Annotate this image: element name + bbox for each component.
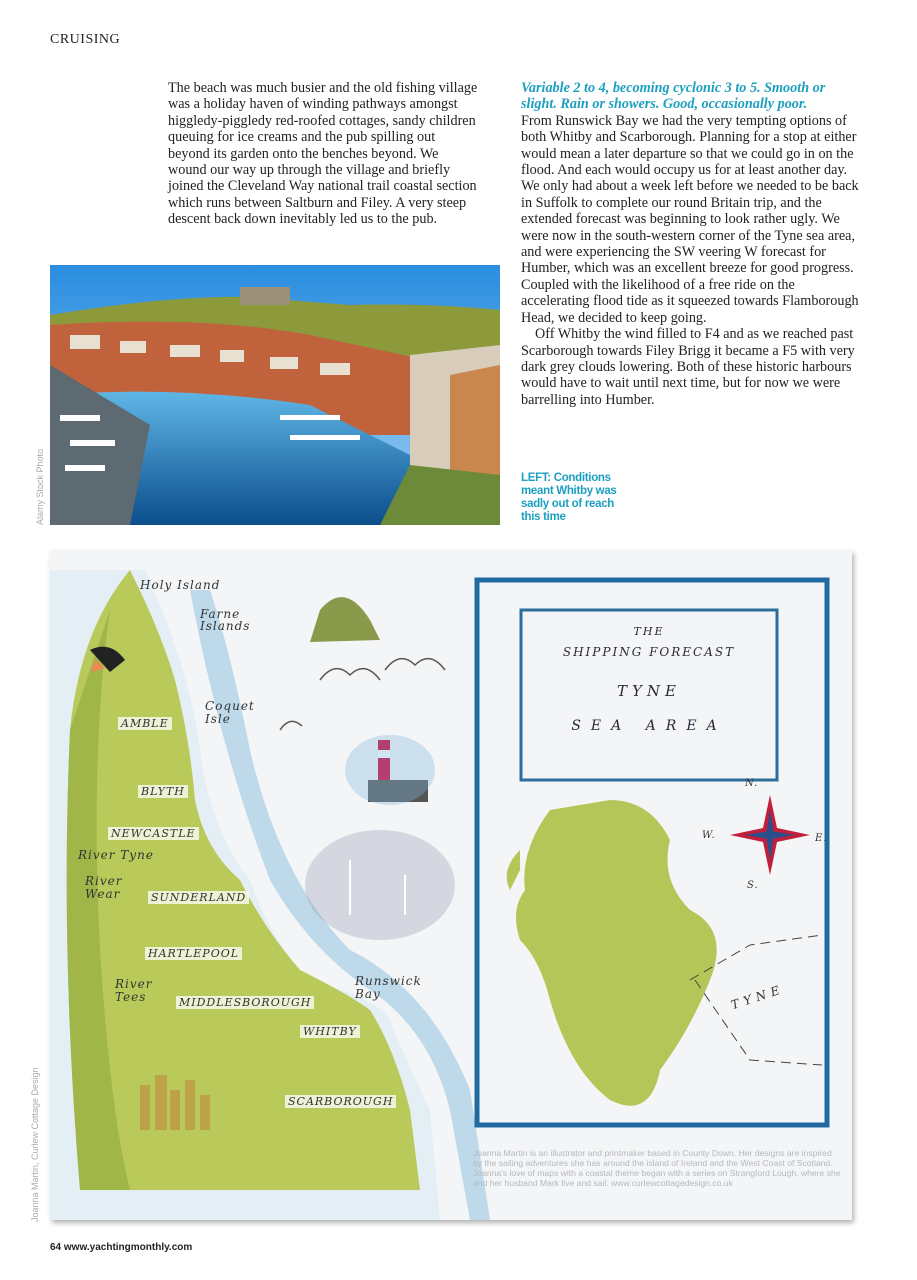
title-line: SHIPPING FORECAST [562, 645, 736, 659]
whitby-harbour-photo [50, 265, 500, 525]
map-label-newcastle: NEWCASTLE [108, 827, 199, 840]
map-label-scarborough: SCARBOROUGH [285, 1095, 396, 1108]
section-label: CRUISING [50, 32, 121, 47]
map-label-sunderland: SUNDERLAND [148, 891, 249, 904]
body-paragraph: The beach was much busier and the old fishing village was a holiday haven of winding pathways amongst higgledy-piggledy red-roofed cottages, sandy children queuing for ice creams and the pub spilling out beyond its garden onto the benches beyond. We wound our way up through the village and briefly joined the Cleveland Way national trail coastal section which runs between Saltburn and Filey. A very steep descent back down inevitably led us to the pub. [168, 80, 478, 228]
map-label-runswick-bay: Runswick Bay [355, 974, 422, 1001]
map-label-blyth: BLYTH [138, 785, 188, 798]
map-label-amble: AMBLE [118, 717, 172, 730]
body-paragraph: From Runswick Bay we had the very tempting options of both Whitby and Scarborough. Planning for a stop at either would mean a later departure so that we could go in on the flood. And each would occupy us for at least another day. We only had about a week left before we needed to be back in Suffolk to complete our round Britain trip, and the extended forecast was beginning to look rather ugly. We were now in the south-western corner of the Tyne sea area, and were experiencing the SW veering W forecast for Humber, which was an excellent breeze for good progress. Coupled with the likelihood of a free ride on the accelerating flood tide as it squeezed towards Flamborough Head, we decided to keep going. [521, 112, 859, 326]
map-credit: Joanna Martin, Curlew Cottage Design [30, 1067, 40, 1222]
page-number: 64 [50, 1242, 62, 1253]
compass-west: W. [702, 830, 716, 841]
compass-north: N. [745, 778, 759, 789]
map-label-river-tyne: River Tyne [78, 848, 154, 862]
title-line: THE [633, 625, 665, 638]
page-footer [50, 1242, 192, 1253]
map-label-holy-island: Holy Island [140, 578, 221, 592]
left-column [168, 80, 478, 228]
photo-caption: LEFT: Conditions meant Whitby was sadly out of reach this time [521, 472, 617, 523]
shipping-forecast-title-box [521, 610, 777, 780]
illustrator-bio: Joanna Martin is an illustrator and printmaker based in County Down. Her designs are inspired by the sailing adventures she has around the island of Ireland and the West Coast of Scotland. Joanna's love of maps with a coastal theme began with a series on Strangford Lough, where she and her husband Mark live and sail. www.curlewcottagedesign.co.uk [473, 1148, 841, 1188]
title-line: SEA AREA [571, 718, 727, 734]
title-line: TYNE [617, 682, 681, 700]
shipping-forecast-map-illustration [50, 550, 852, 1220]
map-label-farne-islands: Farne Islands [200, 607, 251, 633]
map-label-whitby: WHITBY [300, 1025, 360, 1038]
map-label-tyne-area: TYNE [729, 981, 787, 1013]
compass-south: S. [747, 880, 759, 891]
forecast-lead: Variable 2 to 4, becoming cyclonic 3 to 5. Smooth or slight. Rain or showers. Good, occasionally poor. [521, 80, 826, 113]
map-label-river-tees: River Tees [115, 977, 153, 1004]
right-column [521, 80, 861, 408]
map-label-river-wear: River Wear [85, 874, 123, 901]
body-paragraph: Off Whitby the wind filled to F4 and as we reached past Scarborough towards Filey Brigg it became a F5 with very dark grey clouds lowering. Both of these historic harbours would have to wait until next time, but for now we were barrelling into Humber. [521, 326, 855, 408]
compass-east: E. [815, 833, 828, 844]
photo-credit: Alamy Stock Photo [35, 448, 45, 525]
map-label-middlesbrough: MIDDLESBOROUGH [176, 996, 314, 1009]
map-label-coquet-isle: Coquet Isle [205, 699, 255, 726]
website-url[interactable]: www.yachtingmonthly.com [63, 1242, 193, 1253]
map-label-hartlepool: HARTLEPOOL [145, 947, 242, 960]
